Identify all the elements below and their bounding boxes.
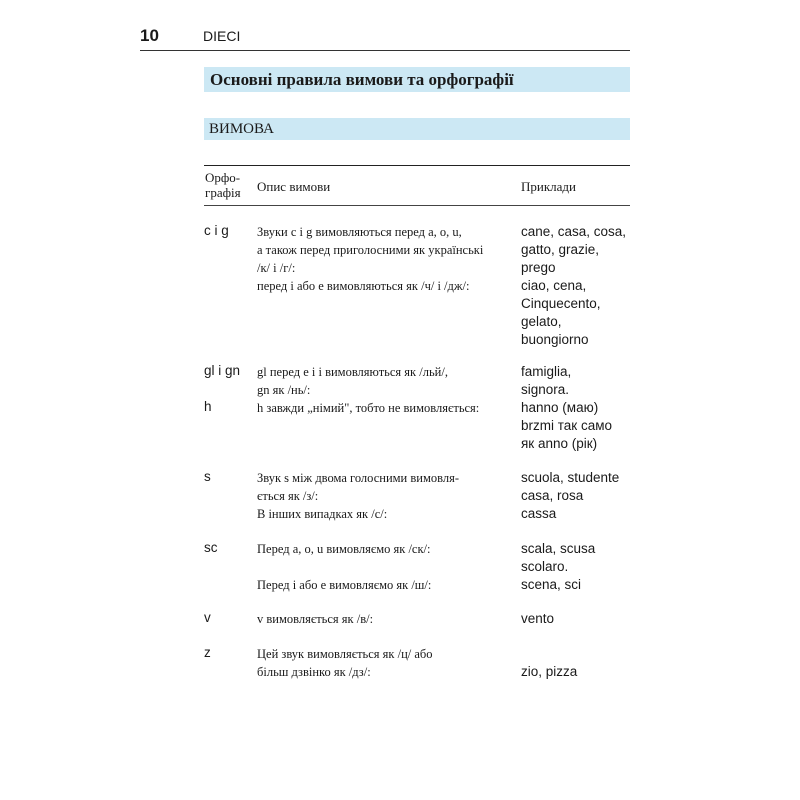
description-line: більш дзвінко як /дз/: [257, 665, 371, 679]
example-line: scena, sci [521, 577, 582, 592]
page-title: Основні правила вимови та орфографії [210, 70, 514, 89]
example-line: famiglia, [521, 364, 572, 379]
page-number-word: DIECI [203, 28, 241, 44]
example-line: scuola, studente [521, 470, 620, 485]
row-description [257, 540, 519, 594]
description-line [257, 558, 519, 576]
example-line: як anno (рік) [521, 436, 598, 451]
column-header-examples: Приклади [521, 179, 576, 194]
row-examples [521, 645, 633, 681]
row-description [257, 363, 519, 399]
row-description [257, 223, 519, 295]
row-description [257, 469, 519, 523]
example-line: cassa [521, 506, 557, 521]
example-line: scolaro. [521, 559, 569, 574]
description-line: Перед a, o, u вимовляємо як /ск/: [257, 542, 431, 556]
page-number: 10 [140, 26, 159, 45]
description-line: Цей звук вимовляється як /ц/ або [257, 647, 433, 661]
example-line: gelato, [521, 314, 562, 329]
example-line: brzmi так само [521, 418, 612, 433]
row-spelling: c i g [204, 223, 229, 238]
example-line: prego [521, 260, 556, 275]
description-line: Перед i або e вимовляємо як /ш/: [257, 578, 432, 592]
row-spelling: v [204, 610, 211, 625]
description-line: В інших випадках як /с/: [257, 507, 388, 521]
row-description [257, 610, 519, 628]
description-line: v вимовляється як /в/: [257, 612, 374, 626]
row-description [257, 399, 519, 417]
description-line: gn як /нь/: [257, 383, 311, 397]
description-line: Звук s між двома голосними вимовля- [257, 471, 459, 485]
row-spelling: sc [204, 540, 218, 555]
section-title: ВИМОВА [209, 121, 274, 137]
column-header-spelling-line1: Орфо- [205, 170, 241, 185]
row-examples [521, 610, 633, 628]
example-line: zio, pizza [521, 664, 578, 679]
description-line: ється як /з/: [257, 489, 319, 503]
example-line: ciao, cena, [521, 278, 587, 293]
example-line: buongiorno [521, 332, 589, 347]
description-line: Звуки c i g вимовляються перед a, o, u, [257, 225, 462, 239]
description-line: а також перед приголосними як українські [257, 243, 484, 257]
column-header-description: Опис вимови [257, 179, 331, 194]
column-header-spelling-line2: графія [205, 185, 241, 200]
example-line [521, 645, 633, 663]
row-examples [521, 363, 633, 399]
description-line: gl перед e і i вимовляються як /льй/, [257, 365, 448, 379]
description-line: перед і або e вимовляються як /ч/ і /дж/: [257, 279, 470, 293]
example-line: signora. [521, 382, 570, 397]
row-examples [521, 223, 633, 349]
row-examples [521, 540, 633, 594]
row-description [257, 645, 519, 681]
example-line: hanno (маю) [521, 400, 599, 415]
example-line: scala, scusa [521, 541, 596, 556]
row-spelling: s [204, 469, 211, 484]
row-examples [521, 469, 633, 523]
row-spelling: z [204, 645, 211, 660]
example-line: Cinquecento, [521, 296, 601, 311]
row-examples [521, 399, 633, 453]
example-line: vento [521, 611, 555, 626]
description-line: h завжди „німий", тобто не вимовляється: [257, 401, 480, 415]
example-line: casa, rosa [521, 488, 584, 503]
example-line: gatto, grazie, [521, 242, 600, 257]
example-line: cane, casa, cosa, [521, 224, 627, 239]
row-spelling: h [204, 399, 212, 414]
row-spelling: gl i gn [204, 363, 241, 378]
description-line: /к/ і /г/: [257, 261, 296, 275]
